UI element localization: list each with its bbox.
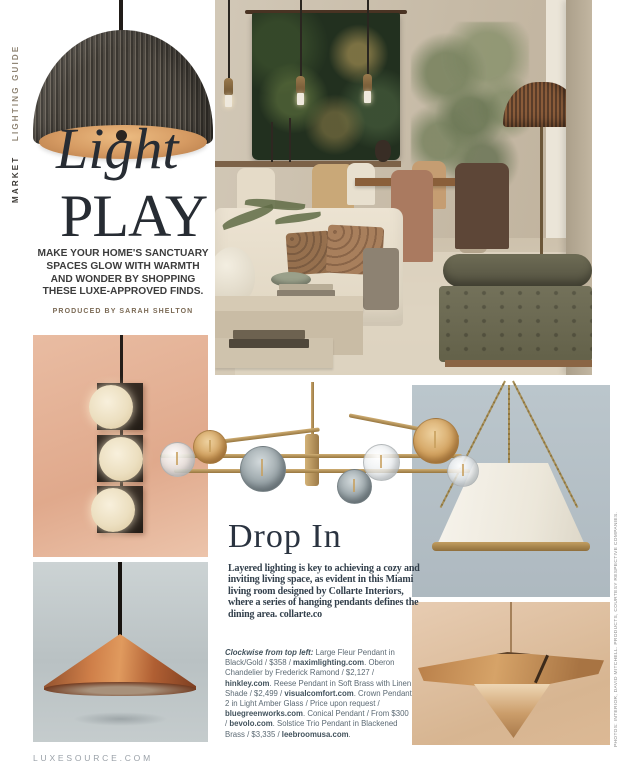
mini-pendant: [363, 74, 372, 91]
vertical-masthead: [11, 45, 20, 203]
trio-orb: [91, 488, 135, 532]
product-caption: [225, 648, 413, 740]
caption-segment: . Crown Pendant 2 in Light Amber Glass / Price upon request /: [225, 688, 412, 709]
site-url: LUXESOURCE.COM: [33, 753, 153, 763]
copper-cord: [118, 562, 122, 636]
caption-segment: bevolo.com: [229, 719, 273, 729]
crown-cord: [510, 602, 512, 658]
pendant-cord: [300, 0, 302, 76]
mini-pendant: [296, 76, 305, 93]
brass-rim: [432, 542, 590, 551]
chandelier-hub: [305, 434, 319, 486]
glass-globe-clear: [363, 444, 400, 481]
dark-urn: [375, 140, 391, 162]
hallway: [546, 0, 566, 262]
coffee-table-top: [215, 296, 363, 311]
trio-cord: [120, 335, 123, 385]
book: [229, 339, 309, 348]
conical-pendant-image: [33, 562, 208, 742]
daybed-bolster: [443, 254, 592, 287]
floor-lamp-pole: [540, 127, 543, 255]
mini-pendant-diffuser: [225, 95, 232, 107]
glass-globe-smoke: [240, 446, 286, 492]
chandelier-arm: [212, 427, 320, 444]
title-light: Light: [56, 116, 179, 181]
caption-segment: . Reese Pendant in Soft Brass with Linen Shade / $2,499 /: [225, 678, 412, 698]
glass-globe-amber: [193, 430, 227, 464]
living-room-photo: [215, 0, 592, 375]
chandelier-arm: [174, 469, 470, 473]
caption-segment: leebroomusa.com: [281, 729, 349, 739]
glass-globe-clear: [160, 442, 195, 477]
candlestick: [271, 122, 273, 162]
dining-chair-brown: [455, 163, 509, 249]
caption-segment: Large Fleur Pendant in Black/Gold / $358 /: [225, 648, 395, 668]
glass-globe-clear: [447, 455, 479, 487]
hero-lamp-cord: [119, 0, 123, 34]
crown-cone: [474, 684, 550, 738]
mini-pendant-diffuser: [297, 93, 304, 105]
pendant-rod: [508, 385, 510, 469]
caption-segment: . Oberon Chandelier by Frederick Ramond / $2,127 /: [225, 658, 395, 678]
glass-globe-amber: [413, 418, 459, 464]
crown-pendant-image: [412, 602, 610, 745]
caption-segment: . Conical Pendant / From $300 /: [225, 709, 409, 729]
photo-credit: PHOTOS: INTERIOR, DAVID MITCHELL. PRODUCTS, COURTESY RESPECTIVE COMPANIES.: [614, 511, 619, 747]
caption-segment: hinkley.com: [225, 678, 270, 688]
caption-segment: Clockwise from top left:: [225, 648, 316, 657]
article-body: Layered lighting is key to achieving a cozy and inviting living space, as evident in this Miami living room designed by Collarte Interiors, where a series of hanging pendants defines the dining area. collarte.co: [228, 563, 420, 620]
mini-pendant-diffuser: [364, 91, 371, 103]
copper-shadow: [73, 712, 168, 726]
mini-pendant: [224, 78, 233, 95]
copper-rim: [44, 682, 196, 696]
oberon-chandelier-image: [150, 382, 480, 514]
throw-blanket: [363, 248, 399, 310]
caption-segment: .: [348, 729, 351, 739]
daybed-base: [445, 360, 592, 367]
candlestick: [289, 118, 291, 162]
masthead-market-label: MARKET: [11, 155, 20, 203]
caption-segment: bluegreenworks.com: [225, 709, 303, 719]
pendant-cord: [367, 0, 369, 74]
caption-segment: maximlighting.com: [293, 658, 365, 668]
book: [233, 330, 305, 339]
caption-segment: visualcomfort.com: [284, 688, 354, 698]
masthead-guide-label: LIGHTING GUIDE: [11, 44, 20, 142]
trio-orb: [99, 437, 143, 481]
tapestry: [252, 13, 400, 160]
deck-text: MAKE YOUR HOME'S SANCTUARY SPACES GLOW WITH WARMTH AND WONDER BY SHOPPING THESE LUXE-APPROVED FINDS.: [37, 248, 209, 298]
caption-segment: . Solstice Trio Pendant in Blackened Brass / $3,335 /: [225, 719, 398, 739]
trio-orb: [89, 385, 133, 429]
title-play: PLAY: [60, 183, 208, 249]
section-heading: Drop In: [228, 518, 342, 555]
byline: PRODUCED BY SARAH SHELTON: [52, 308, 194, 315]
daybed-mattress: [439, 286, 592, 362]
pendant-cord: [228, 0, 230, 78]
